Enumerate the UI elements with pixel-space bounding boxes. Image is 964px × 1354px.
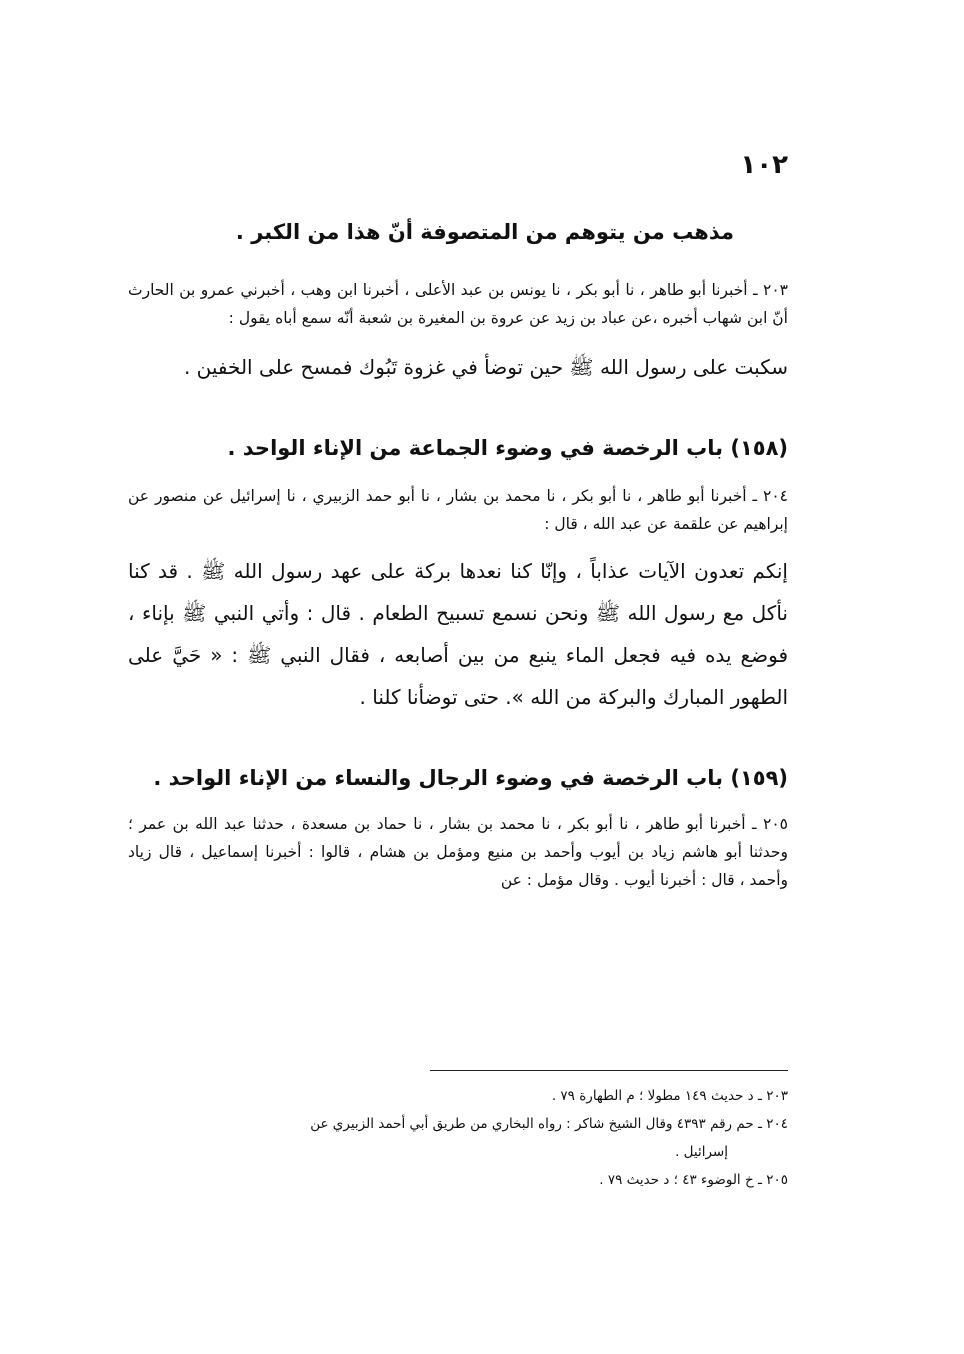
hadith-204-isnad: ٢٠٤ ـ أخبرنا أبو طاهر ، نا أبو بكر ، نا محمد بن بشار ، نا أبو حمد الزبيري ، نا إسرائيل عن منصور عن إبراهيم عن علقمة عن عبد الله ، قال : <box>128 487 788 533</box>
page-number: ١٠٢ <box>740 150 788 180</box>
footnote-204: ٢٠٤ ـ حم رقم ٤٣٩٣ وقال الشيخ شاكر : رواه البخاري من طريق أبي أحمد الزبيري عن <box>310 1116 788 1132</box>
main-text <box>128 198 788 894</box>
footnote-divider <box>430 1070 788 1071</box>
footnotes <box>128 1082 788 1194</box>
footnote-205: ٢٠٥ ـ خ الوضوء ٤٣ ؛ د حديث ٧٩ . <box>599 1172 788 1188</box>
footnote-204-continued: إسرائيل . <box>675 1144 728 1160</box>
footnote-203: ٢٠٣ ـ د حديث ١٤٩ مطولا ؛ م الطهارة ٧٩ . <box>551 1088 788 1104</box>
chapter-158-title: (١٥٨) باب الرخصة في وضوء الجماعة من الإناء الواحد . <box>227 436 788 460</box>
hadith-203-matn: سكبت على رسول الله ﷺ حين توضأ في غزوة تَبُوك فمسح على الخفين . <box>183 355 788 379</box>
hadith-205-isnad: ٢٠٥ ـ أخبرنا أبو طاهر ، نا أبو بكر ، نا محمد بن بشار ، نا حماد بن مسعدة ، حدثنا عبد الله بن عمر ؛ وحدثنا أبو هاشم زياد بن أيوب وأحمد بن منيع ومؤمل بن هشام ، قالوا : أخبرنا إسماعيل ، قال زياد وأحمد ، قال : أخبرنا أيوب . وقال مؤمل : عن <box>128 815 788 889</box>
hadith-204-matn: إنكم تعدون الآيات عذاباً ، وإنّا كنا نعدها بركة على عهد رسول الله ﷺ . قد كنا نأكل مع رسول الله ﷺ ونحن نسمع تسبيح الطعام . قال : وأتي النبي ﷺ بإناء ، فوضع يده فيه فجعل الماء ينبع من بين أصابعه ، فقال النبي ﷺ : « حَيَّ على الطهور المبارك والبركة من الله ». حتى توضأنا كلنا . <box>128 559 788 709</box>
chapter-159-title: (١٥٩) باب الرخصة في وضوء الرجال والنساء من الإناء الواحد . <box>153 766 788 790</box>
section-heading: مذهب من يتوهم من المتصوفة أنّ هذا من الكبر . <box>235 220 734 244</box>
hadith-203-isnad: ٢٠٣ ـ أخبرنا أبو طاهر ، نا أبو بكر ، نا يونس بن عبد الأعلى ، أخبرنا ابن وهب ، أخبرني عمرو بن الحارث أنّ ابن شهاب أخبره ،عن عباد بن زيد عن عروة بن المغيرة بن شعبة أنّه سمع أباه يقول : <box>128 281 788 327</box>
